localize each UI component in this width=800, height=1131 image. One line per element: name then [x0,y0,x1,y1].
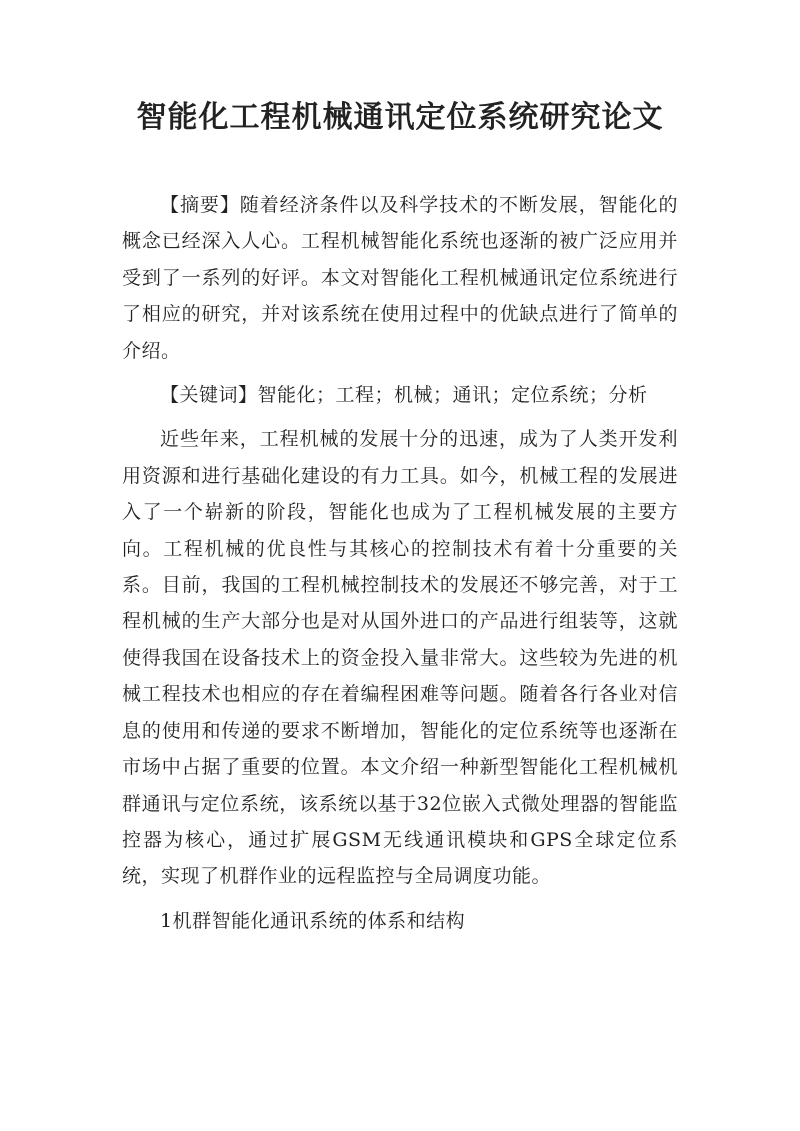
keywords-paragraph: 【关键词】智能化；工程；机械；通讯；定位系统；分析 [160,384,648,407]
document-title: 智能化工程机械通讯定位系统研究论文 [136,100,664,135]
section-heading: 1机群智能化通讯系统的体系和结构 [160,909,466,932]
intro-paragraph: 近些年来，工程机械的发展十分的迅速，成为了人类开发利用资源和进行基础化建设的有力工具。如今，机械工程的发展进入了一个崭新的阶段，智能化也成为了工程机械发展的主要方向。工程机械的优良性与其核心的控制技术有着十分重要的关系。目前，我国的工程机械控制技术的发展还不够完善，对于工程机械的生产大部分也是对从国外进口的产品进行组装等，这就使得我国在设备技术上的资金投入量非常大。这些较为先进的机械工程技术也相应的存在着编程困难等问题。随着各行各业对信息的使用和传递的要求不断增加，智能化的定位系统等也逐渐在市场中占据了重要的位置。本文介绍一种新型智能化工程机械机群通讯与定位系统，该系统以基于32位嵌入式微处理器的智能监控器为核心，通过扩展GSM无线通讯模块和GPS全球定位系统，实现了机群作业的远程监控与全局调度功能。 [122,428,678,888]
abstract-paragraph: 【摘要】随着经济条件以及科学技术的不断发展，智能化的概念已经深入人心。工程机械智能化系统也逐渐的被广泛应用并受到了一系列的好评。本文对智能化工程机械通讯定位系统进行了相应的研究，并对该系统在使用过程中的优缺点进行了简单的介绍。 [122,194,678,362]
document-body [122,187,678,939]
